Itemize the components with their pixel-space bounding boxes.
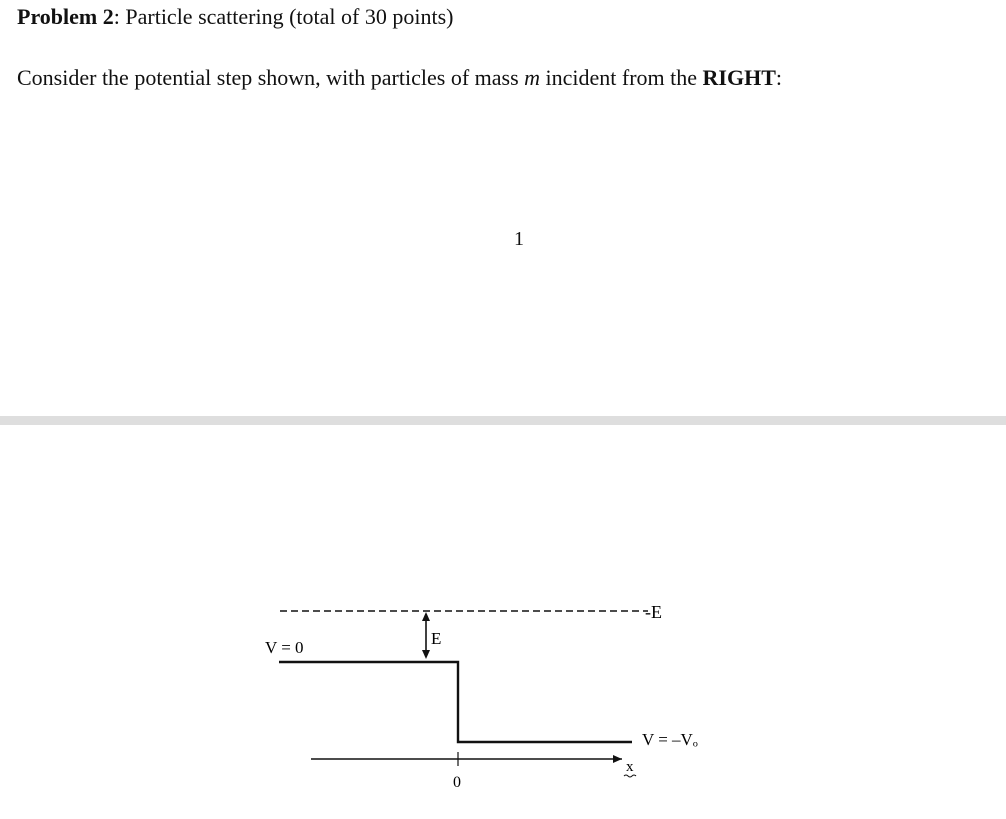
right-potential-label: V = –Vₒ xyxy=(642,730,698,749)
intro-text-middle: incident from the xyxy=(540,65,703,90)
problem-title: Particle scattering (total of 30 points) xyxy=(119,4,454,29)
mass-variable: m xyxy=(524,65,541,90)
problem-colon: : xyxy=(113,4,120,29)
origin-label: 0 xyxy=(453,774,461,791)
problem-label: Problem 2 xyxy=(17,4,114,29)
x-axis-label-underline xyxy=(624,775,636,777)
potential-step-line xyxy=(279,662,632,742)
energy-arrow-head-top xyxy=(422,612,430,621)
intro-text-start: Consider the potential step shown, with particles of mass xyxy=(17,65,525,90)
page-number: 1 xyxy=(514,228,524,250)
energy-level-label: -E xyxy=(645,602,662,622)
energy-arrow-label: E xyxy=(431,629,442,648)
direction-emphasis: RIGHT xyxy=(702,65,776,90)
energy-arrow-head-bottom xyxy=(422,650,430,659)
left-potential-label: V = 0 xyxy=(265,638,304,657)
intro-text-end: : xyxy=(775,65,783,90)
x-axis-label: x xyxy=(626,759,634,775)
